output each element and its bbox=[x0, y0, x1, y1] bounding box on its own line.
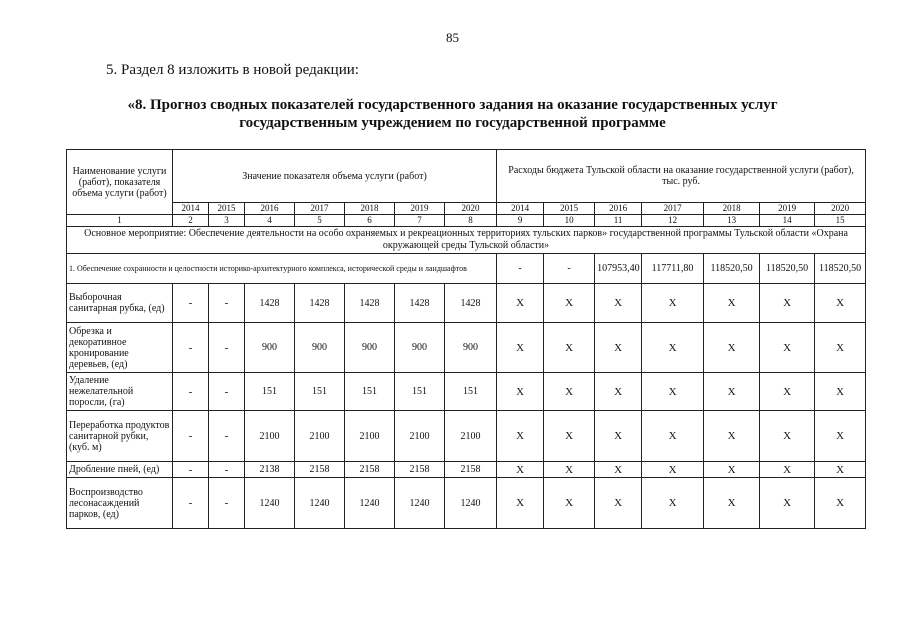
expense-value: X bbox=[595, 323, 642, 373]
table-row bbox=[67, 284, 866, 323]
volume-value: - bbox=[173, 462, 209, 478]
expense-value: X bbox=[642, 284, 704, 323]
volume-value: 900 bbox=[295, 323, 345, 373]
volume-value: 900 bbox=[445, 323, 497, 373]
expense-cell: 107953,40 bbox=[595, 254, 642, 284]
volume-value: 1428 bbox=[295, 284, 345, 323]
column-number: 15 bbox=[815, 215, 866, 227]
expense-value: X bbox=[704, 462, 760, 478]
volume-value: - bbox=[209, 323, 245, 373]
volume-value: 1428 bbox=[345, 284, 395, 323]
expense-cell: 118520,50 bbox=[760, 254, 815, 284]
work-rows bbox=[67, 284, 866, 529]
volume-value: 151 bbox=[345, 373, 395, 411]
year-cell: 2019 bbox=[395, 203, 445, 215]
forecast-table bbox=[66, 149, 866, 529]
year-cell: 2018 bbox=[345, 203, 395, 215]
expense-value: X bbox=[497, 478, 544, 529]
volume-value: - bbox=[173, 323, 209, 373]
volume-value: 1240 bbox=[345, 478, 395, 529]
volume-value: 1240 bbox=[245, 478, 295, 529]
year-header-row bbox=[67, 203, 866, 215]
column-number: 7 bbox=[395, 215, 445, 227]
expense-value: X bbox=[815, 323, 866, 373]
section-instruction: 5. Раздел 8 изложить в новой редакции: bbox=[106, 62, 359, 78]
header-name-column: Наименование услуги (работ), показателя объема услуги (работ) bbox=[67, 150, 173, 215]
year-cell: 2015 bbox=[544, 203, 595, 215]
expense-value: X bbox=[760, 323, 815, 373]
expense-value: X bbox=[642, 373, 704, 411]
expense-value: X bbox=[595, 373, 642, 411]
year-cell: 2016 bbox=[245, 203, 295, 215]
main-activity-row bbox=[67, 227, 866, 254]
volume-value: 2100 bbox=[245, 411, 295, 462]
year-cell: 2014 bbox=[173, 203, 209, 215]
year-cell: 2017 bbox=[295, 203, 345, 215]
expense-value: X bbox=[642, 478, 704, 529]
expense-value: X bbox=[704, 284, 760, 323]
column-number: 12 bbox=[642, 215, 704, 227]
year-cell: 2017 bbox=[642, 203, 704, 215]
expense-value: X bbox=[544, 478, 595, 529]
table-row bbox=[67, 478, 866, 529]
volume-value: 1240 bbox=[395, 478, 445, 529]
column-number: 4 bbox=[245, 215, 295, 227]
volume-value: - bbox=[209, 411, 245, 462]
expense-value: X bbox=[704, 411, 760, 462]
expense-value: X bbox=[544, 411, 595, 462]
service-name: 1. Обеспечение сохранности и целостности историко-архитектурного комплекса, исторической среды и ландшафтов bbox=[67, 254, 497, 284]
expense-value: X bbox=[544, 323, 595, 373]
year-cell: 2018 bbox=[704, 203, 760, 215]
expense-value: X bbox=[815, 462, 866, 478]
work-name: Выборочная санитарная рубка, (ед) bbox=[67, 284, 173, 323]
expense-value: X bbox=[704, 323, 760, 373]
expense-value: X bbox=[815, 478, 866, 529]
volume-value: 151 bbox=[245, 373, 295, 411]
expense-cell: - bbox=[544, 254, 595, 284]
expense-value: X bbox=[760, 373, 815, 411]
column-number: 13 bbox=[704, 215, 760, 227]
year-cell: 2016 bbox=[595, 203, 642, 215]
volume-value: 2158 bbox=[345, 462, 395, 478]
table-row bbox=[67, 323, 866, 373]
volume-value: 1428 bbox=[245, 284, 295, 323]
expense-value: X bbox=[760, 462, 815, 478]
expense-value: X bbox=[642, 411, 704, 462]
expense-value: X bbox=[497, 284, 544, 323]
column-number: 9 bbox=[497, 215, 544, 227]
volume-value: 151 bbox=[395, 373, 445, 411]
column-number: 5 bbox=[295, 215, 345, 227]
column-number: 14 bbox=[760, 215, 815, 227]
expense-value: X bbox=[815, 411, 866, 462]
column-number: 2 bbox=[173, 215, 209, 227]
year-cell: 2019 bbox=[760, 203, 815, 215]
expense-value: X bbox=[544, 462, 595, 478]
volume-value: - bbox=[209, 462, 245, 478]
volume-value: 151 bbox=[295, 373, 345, 411]
expense-value: X bbox=[642, 462, 704, 478]
expense-value: X bbox=[595, 478, 642, 529]
volume-value: 2138 bbox=[245, 462, 295, 478]
expense-value: X bbox=[497, 373, 544, 411]
expense-value: X bbox=[760, 411, 815, 462]
expense-value: X bbox=[497, 323, 544, 373]
expense-cell: 118520,50 bbox=[815, 254, 866, 284]
volume-value: - bbox=[209, 478, 245, 529]
volume-value: - bbox=[173, 478, 209, 529]
column-number: 3 bbox=[209, 215, 245, 227]
work-name: Воспроизводство лесонасаждений парков, (ед) bbox=[67, 478, 173, 529]
volume-value: 1240 bbox=[445, 478, 497, 529]
volume-value: 2158 bbox=[395, 462, 445, 478]
volume-value: 2158 bbox=[445, 462, 497, 478]
work-name: Удаление нежелательной поросли, (га) bbox=[67, 373, 173, 411]
expense-cell: 117711,80 bbox=[642, 254, 704, 284]
expense-value: X bbox=[595, 462, 642, 478]
expense-value: X bbox=[595, 411, 642, 462]
volume-value: 900 bbox=[245, 323, 295, 373]
heading-line-1: «8. Прогноз сводных показателей государственного задания на оказание государственных услуг bbox=[127, 97, 778, 113]
volume-value: 2158 bbox=[295, 462, 345, 478]
expense-value: X bbox=[544, 284, 595, 323]
column-number: 8 bbox=[445, 215, 497, 227]
service-row bbox=[67, 254, 866, 284]
work-name: Дробление пней, (ед) bbox=[67, 462, 173, 478]
expense-value: X bbox=[815, 373, 866, 411]
table-heading bbox=[60, 96, 845, 132]
expense-value: X bbox=[497, 411, 544, 462]
header-volume-group: Значение показателя объема услуги (работ) bbox=[173, 150, 497, 203]
volume-value: 1428 bbox=[445, 284, 497, 323]
expense-value: X bbox=[760, 478, 815, 529]
main-activity-text: Основное мероприятие: Обеспечение деятельности на особо охраняемых и рекреационных территориях тульских парков» государственной программы Тульской области «Охрана окружающей среды Тульской области» bbox=[67, 227, 866, 254]
heading-line-2: государственным учреждением по государственной программе bbox=[239, 115, 666, 131]
year-cell: 2020 bbox=[815, 203, 866, 215]
year-cell: 2020 bbox=[445, 203, 497, 215]
work-name: Переработка продуктов санитарной рубки, (куб. м) bbox=[67, 411, 173, 462]
volume-value: - bbox=[209, 373, 245, 411]
expense-cell: 118520,50 bbox=[704, 254, 760, 284]
work-name: Обрезка и декоративное кронирование деревьев, (ед) bbox=[67, 323, 173, 373]
volume-value: 2100 bbox=[395, 411, 445, 462]
table-row bbox=[67, 373, 866, 411]
expense-value: X bbox=[704, 478, 760, 529]
expense-cell: - bbox=[497, 254, 544, 284]
table-row bbox=[67, 411, 866, 462]
expense-value: X bbox=[595, 284, 642, 323]
expense-value: X bbox=[642, 323, 704, 373]
column-number: 11 bbox=[595, 215, 642, 227]
year-cell: 2014 bbox=[497, 203, 544, 215]
volume-value: - bbox=[209, 284, 245, 323]
volume-value: - bbox=[173, 373, 209, 411]
table-row bbox=[67, 462, 866, 478]
page-number: 85 bbox=[446, 30, 459, 45]
expense-value: X bbox=[760, 284, 815, 323]
column-number: 1 bbox=[67, 215, 173, 227]
expense-value: X bbox=[704, 373, 760, 411]
volume-value: 900 bbox=[345, 323, 395, 373]
year-cell: 2015 bbox=[209, 203, 245, 215]
volume-value: 151 bbox=[445, 373, 497, 411]
expense-value: X bbox=[497, 462, 544, 478]
column-number: 10 bbox=[544, 215, 595, 227]
volume-value: - bbox=[173, 411, 209, 462]
column-number: 6 bbox=[345, 215, 395, 227]
column-number-row bbox=[67, 215, 866, 227]
volume-value: - bbox=[173, 284, 209, 323]
expense-value: X bbox=[815, 284, 866, 323]
volume-value: 2100 bbox=[445, 411, 497, 462]
volume-value: 2100 bbox=[295, 411, 345, 462]
header-expense-group: Расходы бюджета Тульской области на оказание государственной услуги (работ), тыс. руб. bbox=[497, 150, 866, 203]
volume-value: 1240 bbox=[295, 478, 345, 529]
volume-value: 2100 bbox=[345, 411, 395, 462]
volume-value: 900 bbox=[395, 323, 445, 373]
volume-value: 1428 bbox=[395, 284, 445, 323]
expense-value: X bbox=[544, 373, 595, 411]
